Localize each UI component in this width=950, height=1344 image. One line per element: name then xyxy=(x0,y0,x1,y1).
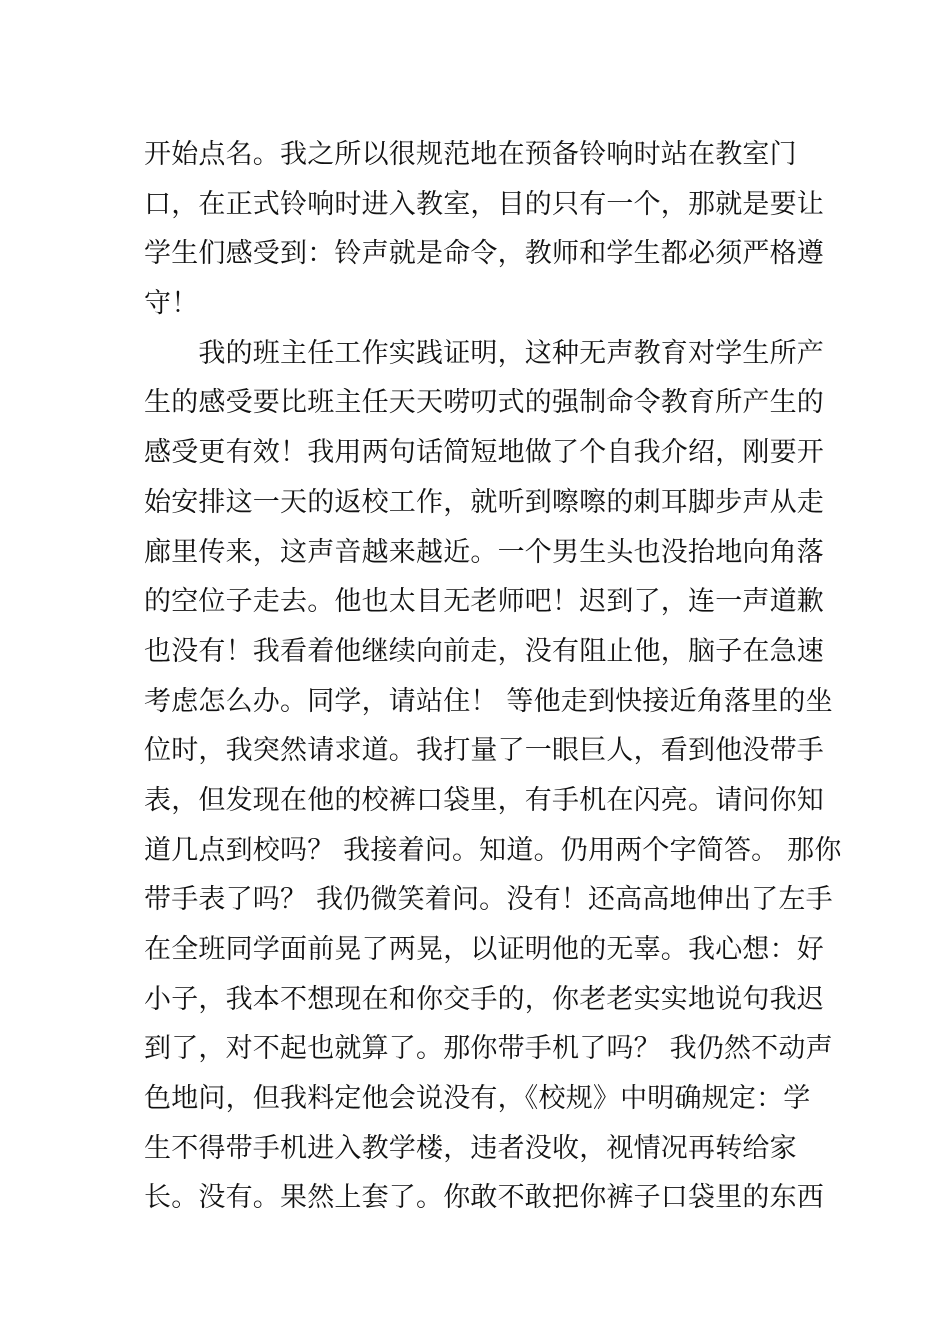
text-line: 我的班主任工作实践证明，这种无声教育对学生所产 xyxy=(144,337,824,369)
text-line: 守！ xyxy=(144,288,199,320)
text-line: 开始点名。我之所以很规范地在预备铃响时站在教室门 xyxy=(144,139,797,170)
text-line: 生不得带手机进入教学楼，违者没收，视情况再转给家 xyxy=(144,1132,797,1164)
text-line: 长。没有。果然上套了。你敢不敢把你裤子口袋里的东西 xyxy=(144,1182,824,1214)
text-line: 表，但发现在他的校裤口袋里，有手机在闪亮。请问你知 xyxy=(144,784,824,816)
text-line: 道几点到校吗？ 我接着问。知道。仍用两个字简答。 那你 xyxy=(144,834,842,866)
text-line: 色地问，但我料定他会说没有，《校规》中明确规定：学 xyxy=(144,1083,811,1115)
text-line: 在全班同学面前晃了两晃，以证明他的无辜。我心想：好 xyxy=(144,934,824,965)
text-line: 学生们感受到：铃声就是命令，教师和学生都必须严格遵 xyxy=(144,238,824,270)
text-line: 口，在正式铃响时进入教室，目的只有一个，那就是要让 xyxy=(144,188,824,220)
text-line: 带手表了吗？ 我仍微笑着问。没有！还高高地伸出了左手 xyxy=(144,884,833,916)
text-line: 廊里传来，这声音越来越近。一个男生头也没抬地向角落 xyxy=(144,536,824,568)
text-line: 始安排这一天的返校工作，就听到嚓嚓的刺耳脚步声从走 xyxy=(144,486,824,518)
text-line: 感受更有效！我用两句话简短地做了个自我介绍，刚要开 xyxy=(144,437,824,469)
text-line: 也没有！我看着他继续向前走，没有阻止他，脑子在急速 xyxy=(144,635,824,667)
text-line: 位时，我突然请求道。我打量了一眼巨人，看到他没带手 xyxy=(144,735,824,767)
text-line: 小子，我本不想现在和你交手的，你老老实实地说句我迟 xyxy=(144,983,824,1015)
text-line: 的空位子走去。他也太目无老师吧！迟到了，连一声道歉 xyxy=(144,586,824,618)
text-line: 到了，对不起也就算了。那你带手机了吗？ 我仍然不动声 xyxy=(144,1033,833,1065)
text-line: 生的感受要比班主任天天唠叨式的强制命令教育所产生的 xyxy=(144,387,824,419)
text-line: 考虑怎么办。同学，请站住！ 等他走到快接近角落里的坐 xyxy=(144,685,833,717)
body-text xyxy=(144,130,842,1223)
